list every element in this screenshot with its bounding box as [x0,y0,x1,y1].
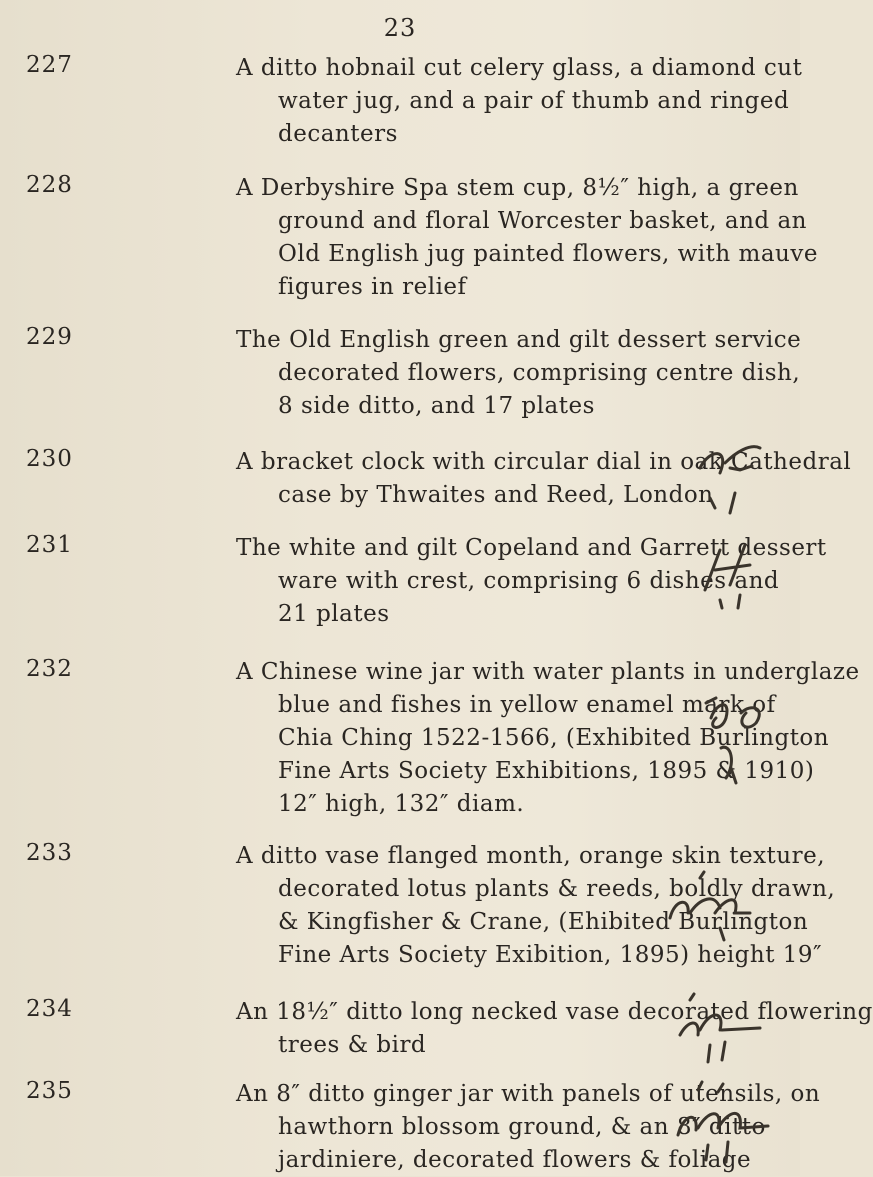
handwritten-annotation-235 [668,1080,788,1170]
lot-line: Fine Arts Society Exibition, 1895) height 19″ [278,942,823,968]
lot-line: Old English jug painted flowers, with mauve [278,241,818,267]
lot-line: A ditto vase flanged month, orange skin texture, [236,843,826,869]
lot-line: An 8″ ditto ginger jar with panels of utensils, on [236,1081,821,1107]
handwritten-annotation-232 [696,688,786,798]
lot-number: 233 [26,840,73,866]
lot-line: The white and gilt Copeland and Garrett dessert [236,535,827,561]
lot-number: 235 [26,1078,73,1104]
lot-number: 227 [26,52,73,78]
lot-line: A Derbyshire Spa stem cup, 8½″ high, a green [236,175,799,201]
lot-line: Fine Arts Society Exhibitions, 1895 & 1910) [278,758,815,784]
lot-description [236,532,827,631]
lot-line: 12″ high, 132″ diam. [278,791,525,817]
page-number: 23 [383,14,417,42]
lot-number: 231 [26,532,73,558]
handwritten-annotation-230 [690,438,780,518]
lot-line: decorated lotus plants & reeds, boldly drawn, [278,876,836,902]
lot-line: 8 side ditto, and 17 plates [278,393,595,419]
lot-line: decorated flowers, comprising centre dish, [278,360,801,386]
lot-line: Chia Ching 1522-1566, (Exhibited Burlington [278,725,830,751]
lot-description [236,172,818,304]
lot-number: 234 [26,996,73,1022]
lot-line: water jug, and a pair of thumb and ringed [278,88,790,114]
lot-line: ware with crest, comprising 6 dishes and [278,568,780,594]
lot-line: ground and floral Worcester basket, and an [278,208,807,234]
lot-line: hawthorn blossom ground, & an 8″ ditto [278,1114,766,1140]
lot-line: The Old English green and gilt dessert service [236,327,802,353]
lot-line: A bracket clock with circular dial in oak Cathedral [236,449,852,475]
lot-line: case by Thwaites and Reed, London [278,482,714,508]
lot-line: An 18½″ ditto long necked vase decorated flowering [236,999,873,1025]
lot-description [236,324,802,423]
lot-line: figures in relief [278,274,467,300]
lot-description [236,52,803,151]
handwritten-annotation-231 [690,530,780,610]
lot-line: & Kingfisher & Crane, (Ehibited Burlington [278,909,809,935]
lot-line: blue and fishes in yellow enamel mark of [278,692,776,718]
lot-line: decanters [278,121,398,147]
lot-line: trees & bird [278,1032,427,1058]
lot-number: 230 [26,446,73,472]
lot-number: 232 [26,656,73,682]
lot-line: A Chinese wine jar with water plants in underglaze [236,659,860,685]
lot-description [236,446,852,512]
lot-line: 21 plates [278,601,390,627]
lot-number: 228 [26,172,73,198]
lot-number: 229 [26,324,73,350]
handwritten-annotation-234 [670,990,780,1070]
handwritten-annotation-233 [660,868,780,948]
lot-line: A ditto hobnail cut celery glass, a diamond cut [236,55,803,81]
lot-line: jardiniere, decorated flowers & foliage [278,1147,752,1173]
lot-description [236,656,860,821]
